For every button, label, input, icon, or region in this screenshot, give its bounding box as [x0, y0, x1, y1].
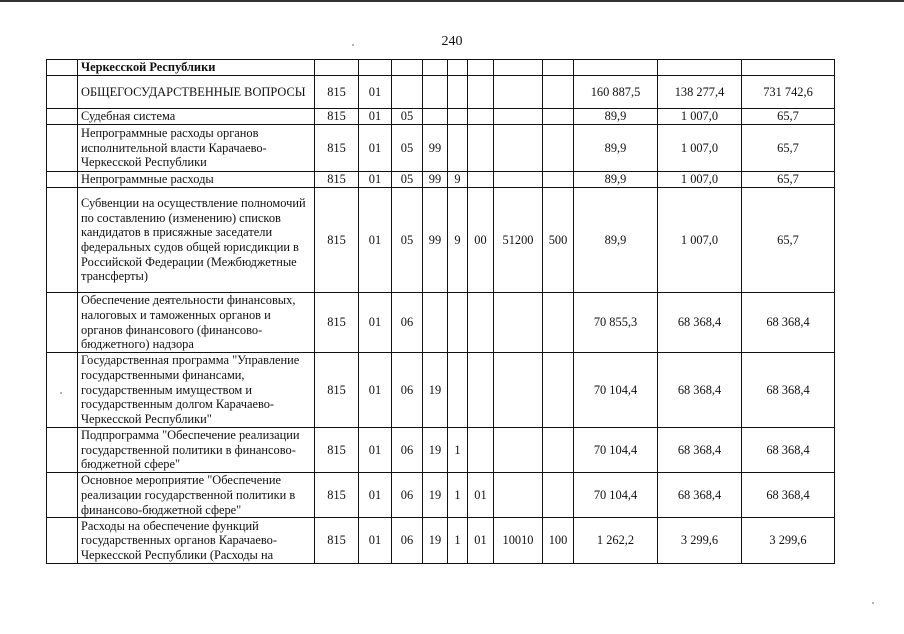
amount-2-cell: 68 368,4: [658, 473, 742, 518]
program-cell: 19: [423, 428, 448, 473]
direction-cell: [494, 125, 543, 172]
subprogram-cell: 9: [448, 172, 468, 188]
program-cell: [423, 293, 448, 353]
section-cell: 01: [359, 109, 392, 125]
row-name: Обеспечение деятельности финансовых, налоговых и таможенных органов и органов финансового (финансово-бюджетного) надзора: [78, 293, 315, 353]
blank-cell: [574, 60, 658, 76]
section-cell: 01: [359, 353, 392, 428]
activity-cell: 00: [468, 188, 494, 293]
code-cell: 815: [315, 473, 359, 518]
amount-2-cell: 68 368,4: [658, 293, 742, 353]
blank-cell: [47, 353, 78, 428]
activity-cell: [468, 76, 494, 109]
blank-cell: [448, 60, 468, 76]
row-name: ОБЩЕГОСУДАРСТВЕННЫЕ ВОПРОСЫ: [78, 76, 315, 109]
section-cell: 01: [359, 125, 392, 172]
blank-cell: [658, 60, 742, 76]
direction-cell: 10010: [494, 518, 543, 564]
subsection-cell: 06: [392, 293, 423, 353]
program-cell: 19: [423, 518, 448, 564]
activity-cell: [468, 172, 494, 188]
amount-3-cell: 65,7: [742, 172, 835, 188]
blank-cell: [47, 428, 78, 473]
row-name: Основное мероприятие "Обеспечение реализации государственной политики в финансово-бюджетной сфере": [78, 473, 315, 518]
amount-3-cell: 731 742,6: [742, 76, 835, 109]
subsection-cell: 06: [392, 473, 423, 518]
blank-cell: [494, 60, 543, 76]
top-border-line: [0, 0, 904, 2]
amount-3-cell: 68 368,4: [742, 428, 835, 473]
table-row: [47, 76, 835, 109]
expense-type-cell: [543, 109, 574, 125]
code-cell: 815: [315, 76, 359, 109]
amount-2-cell: 1 007,0: [658, 188, 742, 293]
activity-cell: [468, 293, 494, 353]
row-name: Субвенции на осуществление полномочий по составлению (изменению) списков кандидатов в присяжные заседатели федеральных судов общей юрисдикции в Российской Федерации (Межбюджетные трансферты): [78, 188, 315, 293]
row-name: Непрограммные расходы: [78, 172, 315, 188]
subprogram-cell: [448, 76, 468, 109]
expense-type-cell: 500: [543, 188, 574, 293]
code-cell: 815: [315, 125, 359, 172]
activity-cell: 01: [468, 473, 494, 518]
table-header-row: [47, 60, 835, 76]
expense-type-cell: [543, 473, 574, 518]
subsection-cell: [392, 76, 423, 109]
blank-cell: [47, 109, 78, 125]
row-name: Подпрограмма "Обеспечение реализации государственной политики в финансово-бюджетной сфере": [78, 428, 315, 473]
blank-cell: [47, 518, 78, 564]
row-name: Непрограммные расходы органов исполнительной власти Карачаево-Черкесской Республики: [78, 125, 315, 172]
activity-cell: [468, 109, 494, 125]
subprogram-cell: [448, 109, 468, 125]
table-row: [47, 188, 835, 293]
amount-1-cell: 70 855,3: [574, 293, 658, 353]
direction-cell: 51200: [494, 188, 543, 293]
direction-cell: [494, 172, 543, 188]
code-cell: 815: [315, 188, 359, 293]
amount-3-cell: 68 368,4: [742, 473, 835, 518]
code-cell: 815: [315, 172, 359, 188]
subprogram-cell: 9: [448, 188, 468, 293]
section-cell: 01: [359, 518, 392, 564]
blank-cell: [742, 60, 835, 76]
direction-cell: [494, 109, 543, 125]
activity-cell: 01: [468, 518, 494, 564]
code-cell: 815: [315, 353, 359, 428]
subsection-cell: 05: [392, 188, 423, 293]
amount-1-cell: 160 887,5: [574, 76, 658, 109]
subprogram-cell: [448, 125, 468, 172]
amount-1-cell: 70 104,4: [574, 353, 658, 428]
code-cell: 815: [315, 109, 359, 125]
blank-cell: [359, 60, 392, 76]
scan-speck: [60, 392, 62, 394]
table-row: [47, 353, 835, 428]
amount-3-cell: 65,7: [742, 125, 835, 172]
amount-2-cell: 68 368,4: [658, 428, 742, 473]
program-cell: 99: [423, 172, 448, 188]
amount-3-cell: 65,7: [742, 109, 835, 125]
blank-cell: [47, 60, 78, 76]
section-cell: 01: [359, 428, 392, 473]
program-cell: 99: [423, 188, 448, 293]
program-cell: [423, 109, 448, 125]
row-name: Судебная система: [78, 109, 315, 125]
blank-cell: [47, 125, 78, 172]
amount-1-cell: 89,9: [574, 188, 658, 293]
table-row: [47, 428, 835, 473]
table-row: [47, 109, 835, 125]
amount-1-cell: 89,9: [574, 109, 658, 125]
expense-type-cell: [543, 172, 574, 188]
subprogram-cell: [448, 353, 468, 428]
section-cell: 01: [359, 473, 392, 518]
amount-3-cell: 68 368,4: [742, 353, 835, 428]
amount-2-cell: 3 299,6: [658, 518, 742, 564]
subsection-cell: 06: [392, 428, 423, 473]
program-cell: 19: [423, 473, 448, 518]
amount-1-cell: 70 104,4: [574, 428, 658, 473]
blank-cell: [468, 60, 494, 76]
expense-type-cell: [543, 293, 574, 353]
header-text: Черкесской Республики: [78, 60, 315, 76]
section-cell: 01: [359, 188, 392, 293]
page-number: 240: [441, 34, 463, 49]
amount-3-cell: 65,7: [742, 188, 835, 293]
program-cell: [423, 76, 448, 109]
blank-cell: [47, 473, 78, 518]
code-cell: 815: [315, 518, 359, 564]
row-name: Расходы на обеспечение функций государственных органов Карачаево-Черкесской Республики (Расходы на: [78, 518, 315, 564]
expense-type-cell: [543, 76, 574, 109]
expense-type-cell: [543, 125, 574, 172]
direction-cell: [494, 293, 543, 353]
activity-cell: [468, 353, 494, 428]
amount-2-cell: 1 007,0: [658, 125, 742, 172]
subsection-cell: 05: [392, 109, 423, 125]
amount-1-cell: 70 104,4: [574, 473, 658, 518]
subsection-cell: 06: [392, 353, 423, 428]
amount-2-cell: 138 277,4: [658, 76, 742, 109]
direction-cell: [494, 473, 543, 518]
amount-1-cell: 89,9: [574, 172, 658, 188]
activity-cell: [468, 428, 494, 473]
table-row: [47, 172, 835, 188]
section-cell: 01: [359, 76, 392, 109]
blank-cell: [47, 293, 78, 353]
amount-2-cell: 1 007,0: [658, 172, 742, 188]
row-name: Государственная программа "Управление государственными финансами, государственным имуществом и государственным долгом Карачаево-Черкесской Республики": [78, 353, 315, 428]
amount-2-cell: 1 007,0: [658, 109, 742, 125]
blank-cell: [47, 76, 78, 109]
code-cell: 815: [315, 293, 359, 353]
amount-3-cell: 68 368,4: [742, 293, 835, 353]
scan-speck: [352, 44, 354, 46]
blank-cell: [423, 60, 448, 76]
scan-speck: [872, 602, 874, 604]
blank-cell: [47, 188, 78, 293]
table-row: [47, 518, 835, 564]
code-cell: 815: [315, 428, 359, 473]
blank-cell: [47, 172, 78, 188]
expense-type-cell: [543, 428, 574, 473]
subprogram-cell: [448, 293, 468, 353]
blank-cell: [392, 60, 423, 76]
table-row: [47, 293, 835, 353]
subsection-cell: 05: [392, 172, 423, 188]
expense-type-cell: [543, 353, 574, 428]
amount-1-cell: 1 262,2: [574, 518, 658, 564]
direction-cell: [494, 76, 543, 109]
amount-3-cell: 3 299,6: [742, 518, 835, 564]
direction-cell: [494, 353, 543, 428]
section-cell: 01: [359, 172, 392, 188]
subsection-cell: 05: [392, 125, 423, 172]
amount-1-cell: 89,9: [574, 125, 658, 172]
expense-type-cell: 100: [543, 518, 574, 564]
amount-2-cell: 68 368,4: [658, 353, 742, 428]
program-cell: 99: [423, 125, 448, 172]
blank-cell: [315, 60, 359, 76]
table-row: [47, 473, 835, 518]
blank-cell: [543, 60, 574, 76]
activity-cell: [468, 125, 494, 172]
subprogram-cell: 1: [448, 518, 468, 564]
direction-cell: [494, 428, 543, 473]
subsection-cell: 06: [392, 518, 423, 564]
section-cell: 01: [359, 293, 392, 353]
subprogram-cell: 1: [448, 473, 468, 518]
program-cell: 19: [423, 353, 448, 428]
budget-table: [46, 59, 835, 564]
table-row: [47, 125, 835, 172]
subprogram-cell: 1: [448, 428, 468, 473]
